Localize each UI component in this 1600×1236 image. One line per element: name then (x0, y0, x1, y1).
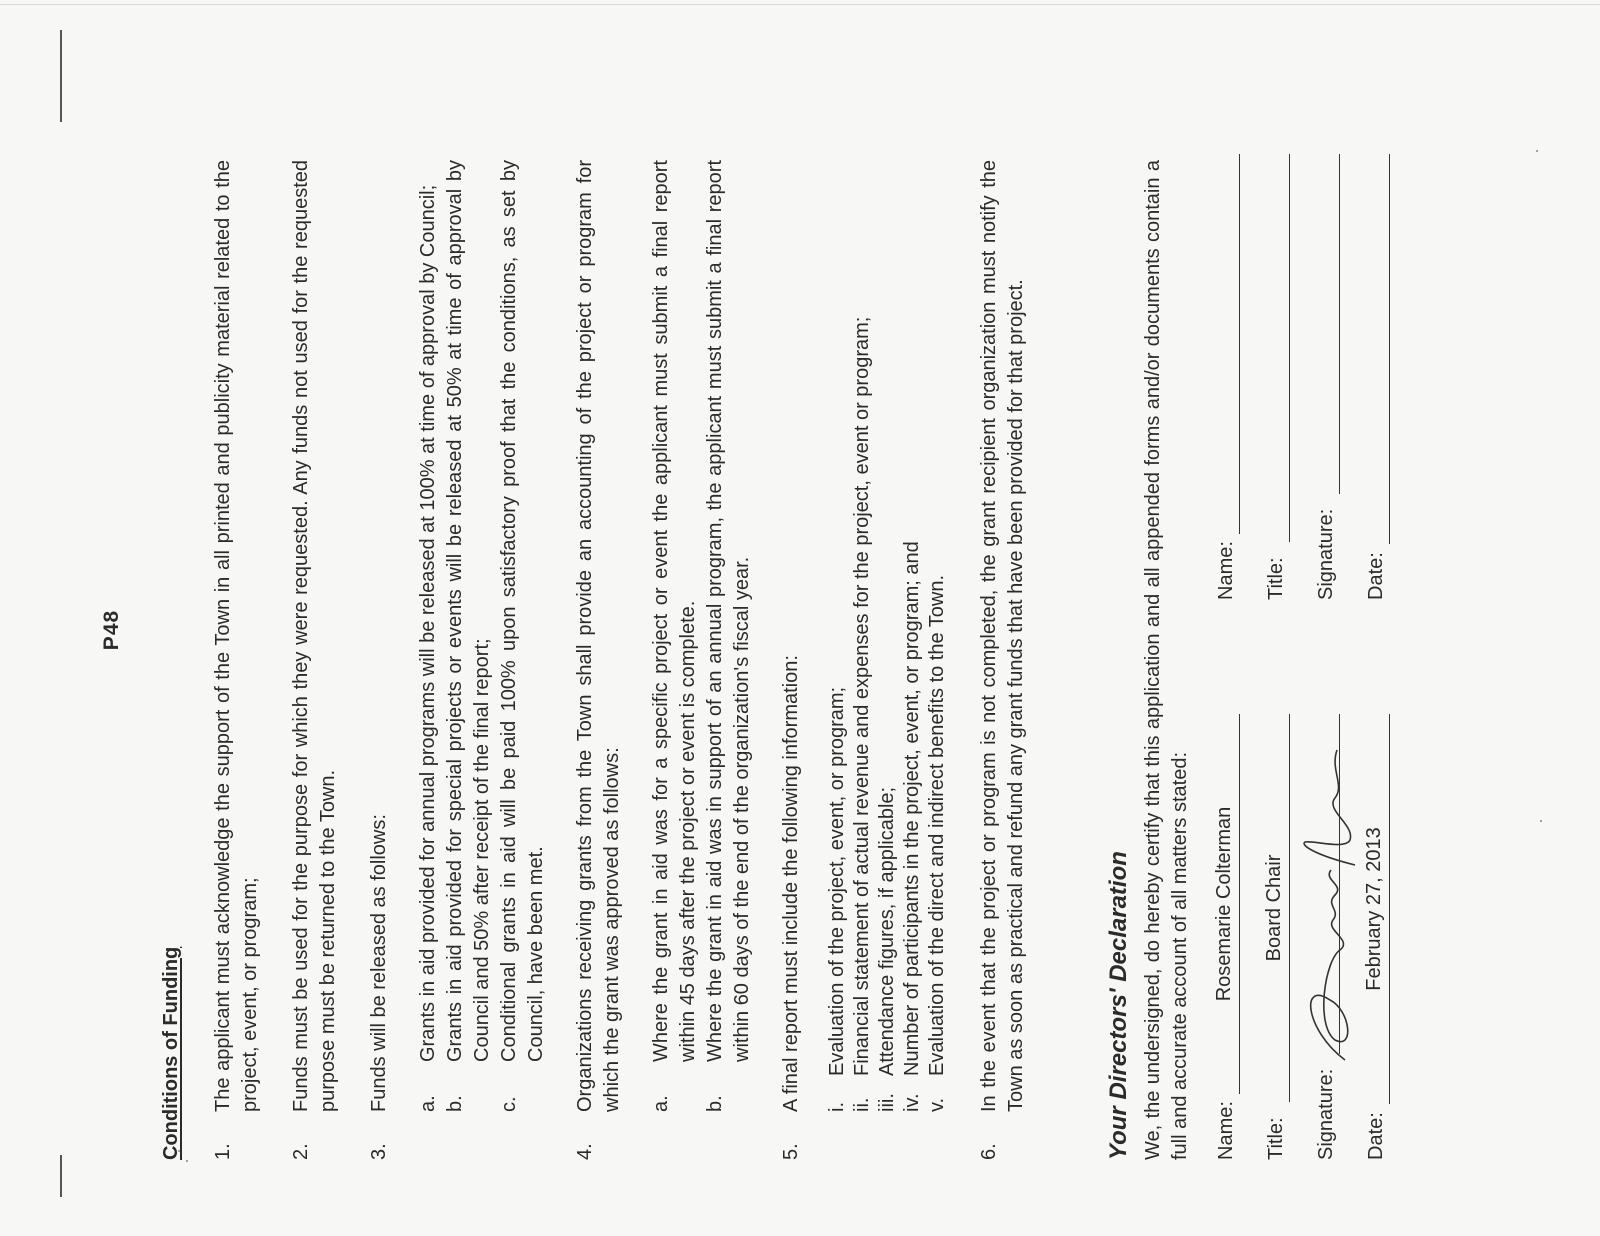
condition-item (210, 160, 264, 1160)
sub-item (442, 160, 496, 1112)
title-label: Title: (1265, 557, 1287, 600)
condition-row (210, 160, 264, 1160)
name-line (1239, 154, 1240, 534)
condition-text: The applicant must acknowledge the support of the Town in all printed and publicity material related to the project, event, or program; (212, 160, 261, 1112)
sub-item-text: Grants in aid provided for annual programs will be released at 100% at time of approval by Council; (417, 184, 439, 1062)
condition-number: 6. (978, 1143, 1000, 1160)
sub-list (648, 160, 756, 1160)
sub-item (496, 160, 550, 1112)
roman-item-text: Financial statement of actual revenue and expenses for the project, event or program; (851, 316, 873, 1076)
condition-row (778, 160, 805, 1160)
condition-text: Funds will be released as follows: (368, 814, 390, 1112)
date-line (1389, 154, 1390, 544)
condition-text: Funds must be used for the purpose for which they were requested. Any funds not used for the requested purpose must be returned to the Town. (290, 160, 339, 1112)
roman-numeral: iv. (901, 1093, 923, 1112)
condition-number: 4. (574, 1143, 596, 1160)
signature-label: Signature: (1315, 508, 1337, 600)
sub-item (702, 160, 756, 1112)
roman-numeral: v. (926, 1097, 948, 1112)
date-label: Date: (1365, 552, 1387, 600)
right-date-row (1360, 140, 1392, 600)
title-line (1289, 714, 1290, 1102)
condition-item (976, 160, 1030, 1160)
title-value: Board Chair (1263, 854, 1285, 962)
name-label: Name: (1215, 1101, 1237, 1160)
roman-numeral: i. (826, 1102, 848, 1112)
roman-list (825, 160, 950, 1160)
section-heading: Conditions of Funding (160, 946, 182, 1160)
name-value: Rosemarie Colterman (1213, 806, 1235, 1002)
roman-item (825, 160, 850, 1112)
condition-item (572, 160, 756, 1160)
condition-row (366, 160, 393, 1160)
handwritten-signature (1295, 730, 1365, 1070)
sub-item-text: Where the grant in aid was for a specific project or event the applicant must submit a final report within 45 days after the project or event is complete. (650, 160, 699, 1062)
name-line (1239, 714, 1240, 1094)
right-signature-row (1310, 140, 1342, 600)
sub-item-text: Grants in aid provided for special projects or events will be released at 50% at time of approval by Council and 50% after receipt of the final report; (444, 160, 493, 1062)
sub-item (415, 160, 442, 1112)
right-name-row (1210, 140, 1242, 600)
right-title-row (1260, 140, 1292, 600)
roman-item-text: Evaluation of the project, event, or program; (826, 686, 848, 1076)
scan-speck (1540, 820, 1542, 822)
roman-item (875, 160, 900, 1112)
scan-edge-mark (60, 30, 62, 122)
condition-number: 5. (780, 1143, 802, 1160)
condition-row (976, 160, 1030, 1160)
title-label: Title: (1265, 1117, 1287, 1160)
condition-row (288, 160, 342, 1160)
roman-item (850, 160, 875, 1112)
declaration-text: We, the undersigned, do hereby certify that this application and all appended forms and/or documents contain a full and accurate account of all matters stated: (1142, 160, 1191, 1160)
name-label: Name: (1215, 541, 1237, 600)
sub-item-letter: c. (498, 1096, 520, 1112)
sub-item (648, 160, 702, 1112)
condition-text: Organizations receiving grants from the Town shall provide an accounting of the project or program for which the grant was approved as follows: (574, 160, 623, 1112)
sub-item-text: Where the grant in aid was in support of an annual program, the applicant must submit a final report within 60 days of the end of the organization's fiscal year. (704, 160, 753, 1062)
scan-speck (186, 1160, 188, 1162)
condition-text: A final report must include the following information: (780, 655, 802, 1112)
roman-numeral: iii. (876, 1093, 898, 1112)
condition-number: 1. (212, 1143, 234, 1160)
sub-item-letter: a. (650, 1095, 672, 1112)
roman-item-text: Attendance figures, if applicable; (876, 786, 898, 1076)
left-title-row (1260, 660, 1292, 1160)
condition-number: 3. (368, 1143, 390, 1160)
title-line (1289, 154, 1290, 542)
roman-item (900, 160, 925, 1112)
condition-item (778, 160, 950, 1160)
declaration-heading: Your Directors' Declaration (1105, 851, 1132, 1160)
roman-item-text: Number of participants in the project, event, or program; and (901, 541, 923, 1076)
signature-line (1339, 154, 1340, 494)
date-value: February 27, 2013 (1363, 827, 1385, 991)
date-line (1389, 714, 1390, 1104)
condition-number: 2. (290, 1143, 312, 1160)
conditions-list (210, 160, 1054, 1160)
left-name-row (1210, 660, 1242, 1160)
rotated-document-page (100, 100, 1490, 1160)
condition-text: In the event that the project or program is not completed, the grant recipient organization must notify the Town as soon as practical and refund any grant funds that have been provided for that project. (978, 160, 1027, 1112)
condition-item (366, 160, 550, 1160)
condition-row (572, 160, 626, 1160)
page-number: P48 (100, 609, 123, 651)
scan-speck (1536, 150, 1538, 152)
sub-item-letter: b. (704, 1095, 726, 1112)
roman-item-text: Evaluation of the direct and indirect benefits to the Town. (926, 574, 948, 1076)
signature-label: Signature: (1315, 1068, 1337, 1160)
roman-item (925, 160, 950, 1112)
sub-list (415, 160, 550, 1160)
sub-item-letter: a. (417, 1095, 439, 1112)
sub-item-text: Conditional grants in aid will be paid 100% upon satisfactory proof that the conditions, as set by Council, have been met. (498, 160, 547, 1062)
condition-item (288, 160, 342, 1160)
scan-edge-line (0, 4, 1600, 5)
date-label: Date: (1365, 1112, 1387, 1160)
sub-item-letter: b. (444, 1095, 466, 1112)
roman-numeral: ii. (851, 1097, 873, 1112)
scan-edge-mark (60, 1155, 62, 1197)
